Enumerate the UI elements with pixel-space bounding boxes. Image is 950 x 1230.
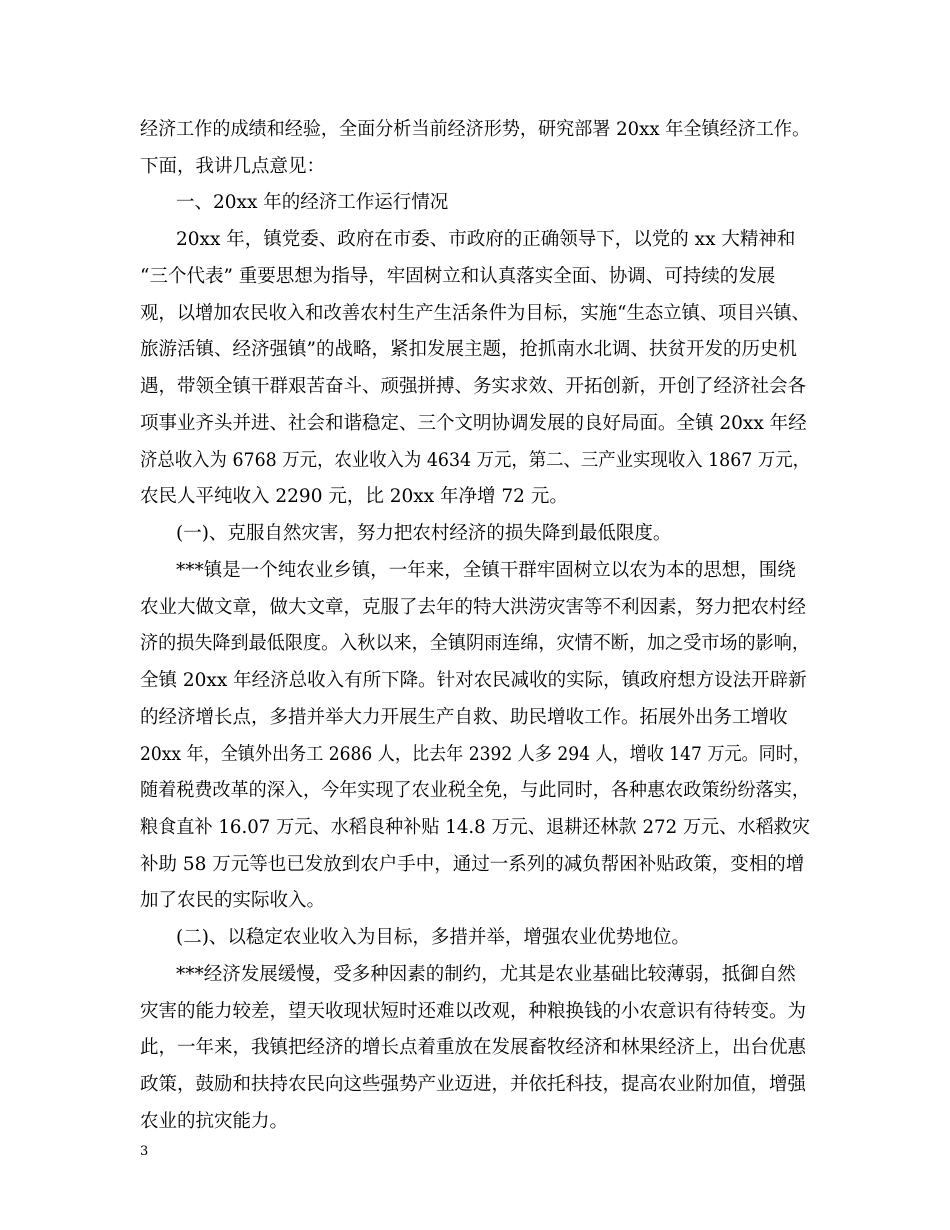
page-number: 3 — [140, 1144, 149, 1159]
line-text: 观，以增加农民收入和改善农村生产生活条件为目标，实施“生态立镇、项目兴镇、 — [140, 303, 810, 324]
line-text: 补助 58 万元等也已发放到农户手中，通过一系列的减负帮困补贴政策，变相的增 — [140, 854, 805, 875]
line-text: 下面，我讲几点意见： — [140, 156, 326, 177]
line-text: 此，一年来，我镇把经济的增长点着重放在发展畜牧经济和林果经济上，出台优惠 — [140, 1037, 807, 1058]
line-text: 济的损失降到最低限度。入秋以来，全镇阴雨连绵，灾情不断，加之受市场的影响， — [140, 633, 811, 654]
line-text: 旅游活镇、经济强镇”的战略，紧扣发展主题，抢抓南水北调、扶贫开发的历史机 — [140, 339, 797, 360]
line-text: 的经济增长点，多措并举大力开展生产自救、助民增收工作。拓展外出务工增收 — [140, 707, 788, 728]
line-text: 全镇 20xx 年经济总收入有所下降。针对农民减收的实际，镇政府想方设法开辟新 — [140, 670, 807, 691]
line-text: ***镇是一个纯农业乡镇，一年来，全镇干群牢固树立以农为本的思想，围绕 — [176, 560, 796, 581]
line-text: 农民人平纯收入 2290 元，比 20xx 年净增 72 元。 — [140, 486, 568, 507]
line-text: ***经济发展缓慢，受多种因素的制约，尤其是农业基础比较薄弱，抵御自然 — [176, 964, 796, 985]
line-text: 加了农民的实际收入。 — [140, 890, 326, 911]
line-text: 一、20xx 年的经济工作运行情况 — [176, 192, 449, 213]
line-text: 灾害的能力较差，望天收现状短时还难以改观，种粮换钱的小农意识有待转变。为 — [140, 1001, 807, 1022]
line-text: 经济工作的成绩和经验，全面分析当前经济形势，研究部署 20xx 年全镇经济工作。 — [140, 119, 811, 140]
line-text: 济总收入为 6768 万元，农业收入为 4634 万元，第二、三产业实现收入 1867 万元， — [140, 450, 811, 471]
line-text: (一)、克服自然灾害，努力把农村经济的损失降到最低限度。 — [176, 523, 672, 544]
line-text: 随着税费改革的深入，今年实现了农业税全免，与此同时，各种惠农政策纷纷落实， — [140, 780, 811, 801]
line-text: 政策，鼓励和扶持农民向这些强势产业迈进，并依托科技，提高农业附加值，增强 — [140, 1074, 807, 1095]
line-text: 农业的抗灾能力。 — [140, 1111, 289, 1132]
line-text: 项事业齐头并进、社会和谐稳定、三个文明协调发展的良好局面。全镇 20xx 年经 — [140, 413, 807, 434]
line-text: 粮食直补 16.07 万元、水稻良种补贴 14.8 万元、退耕还林款 272 万元、水稻救灾 — [140, 817, 810, 838]
line-text: 20xx 年，镇党委、政府在市委、市政府的正确领导下，以党的 xx 大精神和 — [176, 229, 796, 250]
line-text: 农业大做文章，做大文章，克服了去年的特大洪涝灾害等不利因素，努力把农村经 — [140, 597, 807, 618]
line-text: 20xx 年，全镇外出务工 2686 人，比去年 2392 人多 294 人，增收 147 万元。同时， — [140, 744, 810, 765]
line-text: “三个代表” 重要思想为指导，牢固树立和认真落实全面、协调、可持续的发展 — [140, 266, 776, 287]
line-text: 遇，带领全镇干群艰苦奋斗、顽强拼搏、务实求效、开拓创新，开创了经济社会各 — [140, 376, 807, 397]
line-text: (二)、以稳定农业收入为目标，多措并举，增强农业优势地位。 — [176, 927, 690, 948]
